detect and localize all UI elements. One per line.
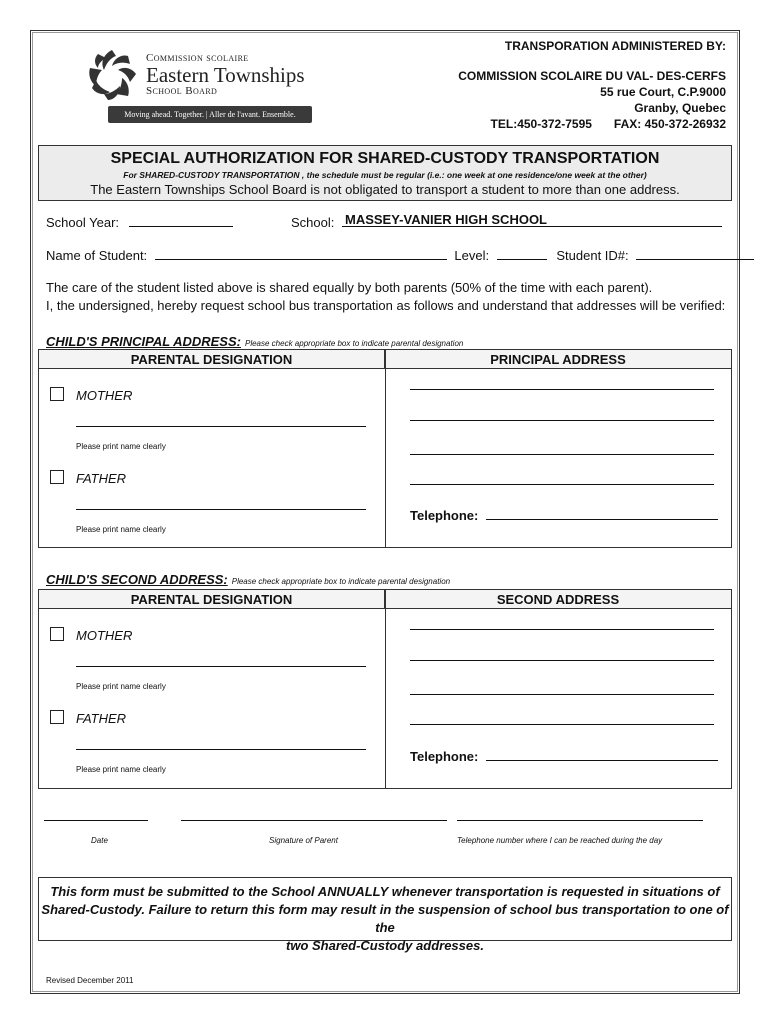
second-telephone-label: Telephone: [410,749,479,764]
notice-line-3: two Shared-Custody addresses. [286,938,484,953]
principal-heading-note: Please check appropriate box to indicate parental designation [244,339,464,348]
administrator-tel: TEL:450-372-7595 [490,117,592,131]
principal-father-checkbox[interactable] [50,470,64,484]
second-father-name-field[interactable] [76,749,366,750]
administrator-name: COMMISSION SCOLAIRE DU VAL- DES-CERFS [458,69,726,83]
phone-caption: Telephone number where I can be reached during the day [457,836,663,845]
administrator-city: Granby, Quebec [634,101,726,115]
administrator-title: TRANSPORATION ADMINISTERED BY: [504,39,726,53]
daytime-phone-field[interactable] [457,820,703,821]
administrator-fax: FAX: 450-372-26932 [613,117,726,131]
principal-father-print-note: Please print name clearly [76,525,166,534]
school-value: MASSEY-VANIER HIGH SCHOOL [345,212,548,227]
second-mother-name-field[interactable] [76,666,366,667]
principal-father-label: FATHER [76,471,127,486]
principal-mother-checkbox[interactable] [50,387,64,401]
second-mother-print-note: Please print name clearly [76,682,166,691]
second-divider [385,590,386,788]
principal-address-line-3[interactable] [410,454,714,455]
care-statement: The care of the student listed above is shared equally by both parents (50% of the time with each parent). [46,280,653,295]
second-heading-text: CHILD'S SECOND ADDRESS: [46,572,228,587]
administrator-block [458,38,726,132]
administrator-street: 55 rue Court, C.P.9000 [600,85,726,99]
second-col-address: SECOND ADDRESS [385,590,731,609]
principal-mother-label: MOTHER [76,388,133,403]
principal-mother-name-field[interactable] [76,426,366,427]
revision-date: Revised December 2011 [46,976,134,985]
principal-col-parental: PARENTAL DESIGNATION [39,350,385,369]
form-title: SPECIAL AUTHORIZATION FOR SHARED-CUSTODY TRANSPORTATION [110,150,660,167]
logo-tagline: Moving ahead. Together. | Aller de l'avant. Ensemble. [108,106,312,123]
parent-signature-field[interactable] [181,820,447,821]
school-label: School: [291,215,335,230]
second-heading-note: Please check appropriate box to indicate parental designation [231,577,451,586]
student-name-field[interactable] [155,248,447,260]
principal-divider [385,350,386,547]
principal-address-line-2[interactable] [410,420,714,421]
principal-heading-text: CHILD'S PRINCIPAL ADDRESS: [46,334,241,349]
notice-line-2: Shared-Custody. Failure to return this form may result in the suspension of school bus transportation to one of the [41,902,729,935]
school-year-field[interactable] [129,215,233,227]
second-address-line-3[interactable] [410,694,714,695]
student-row [46,248,754,263]
principal-address-line-1[interactable] [410,389,714,390]
form-title-box [38,145,732,201]
level-label: Level: [454,248,490,263]
school-board-logo [82,44,322,126]
logo-text-line1: Commission scolaire [146,52,249,64]
second-address-table [38,589,732,789]
second-mother-label: MOTHER [76,628,133,643]
second-father-label: FATHER [76,711,127,726]
form-subtitle: For SHARED-CUSTODY TRANSPORTATION , the schedule must be regular (i.e.: one week at one residence/one week at the other) [123,170,647,180]
principal-col-address: PRINCIPAL ADDRESS [385,350,731,369]
school-year-label: School Year: [46,215,120,230]
second-father-checkbox[interactable] [50,710,64,724]
second-telephone-field[interactable] [486,749,718,761]
second-telephone-row [410,749,718,764]
school-year-row [46,215,233,230]
submission-notice-box [38,877,732,953]
notice-line-1: This form must be submitted to the School ANNUALLY whenever transportation is requested in situations of [50,884,720,899]
principal-telephone-row [410,508,718,523]
student-id-field[interactable] [636,248,754,260]
logo-text-line2: Eastern Townships [146,63,305,87]
date-caption: Date [91,836,108,845]
principal-telephone-label: Telephone: [410,508,479,523]
student-name-label: Name of Student: [46,248,148,263]
second-address-line-2[interactable] [410,660,714,661]
second-col-parental: PARENTAL DESIGNATION [39,590,385,609]
principal-mother-print-note: Please print name clearly [76,442,166,451]
logo-emblem-icon [82,46,144,106]
principal-address-heading [46,334,463,349]
second-mother-checkbox[interactable] [50,627,64,641]
logo-text-line3: School Board [146,85,218,97]
level-field[interactable] [497,248,547,260]
principal-address-table [38,349,732,548]
principal-telephone-field[interactable] [486,508,718,520]
form-notice: The Eastern Townships School Board is not obligated to transport a student to more than one address. [90,182,680,197]
second-address-line-4[interactable] [410,724,714,725]
date-field[interactable] [44,820,148,821]
second-father-print-note: Please print name clearly [76,765,166,774]
principal-address-line-4[interactable] [410,484,714,485]
principal-father-name-field[interactable] [76,509,366,510]
second-address-line-1[interactable] [410,629,714,630]
student-id-label: Student ID#: [556,248,629,263]
second-address-heading [46,572,450,587]
request-statement: I, the undersigned, hereby request school bus transportation as follows and understand that addresses will be verified: [46,298,726,313]
signature-caption: Signature of Parent [269,836,338,845]
